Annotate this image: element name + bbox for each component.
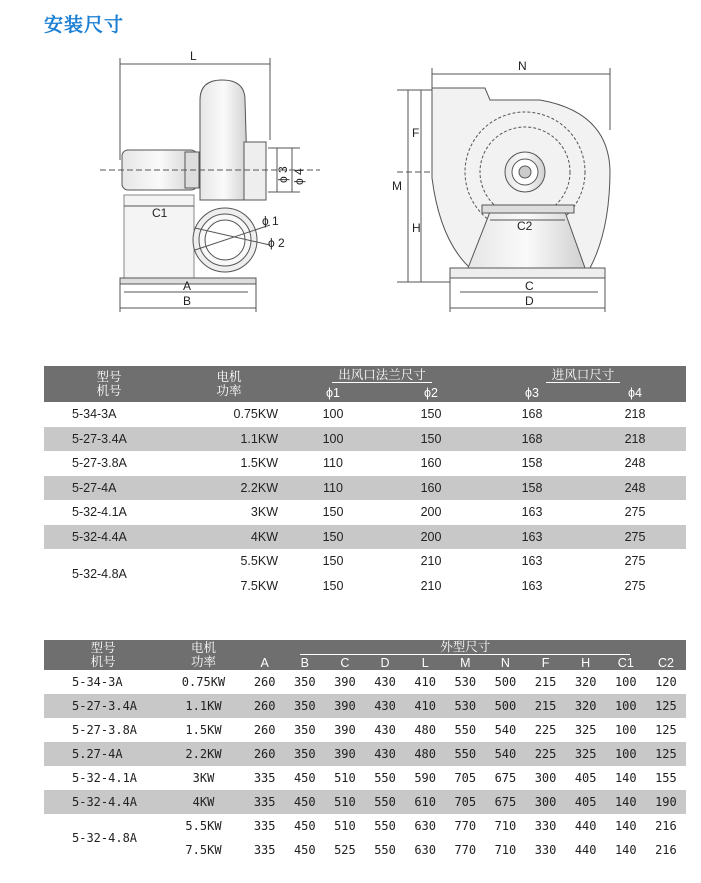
cell-dim: 430 [365,742,405,766]
cell-dim: 525 [334,843,356,857]
page-title: 安装尺寸 [44,14,125,36]
cell-dim: 216 [655,843,677,857]
table-row [44,814,686,838]
col-M: M [445,655,485,670]
installation-drawing [0,40,701,330]
cell-dim: 125 [655,723,677,737]
cell-model: 5.27-4A [44,742,162,766]
col-F: F [525,655,565,670]
cell-dim: 215 [525,694,565,718]
dim-label-phi3: ϕ 3 [276,166,290,183]
cell-dim: 770 [454,819,477,833]
cell-dim: 705 [454,771,477,785]
cell-dim: 300 [534,771,557,785]
cell-dim: 260 [245,742,285,766]
cell-dim: 630 [414,819,437,833]
cell-dim: 710 [494,843,517,857]
cell-dim: 120 [655,675,677,689]
cell-dim: 675 [485,790,525,814]
header-phi1: ϕ1 [284,384,382,402]
cell-dim: 550 [374,819,396,833]
cell-power: 7.5KW [185,843,222,857]
cell-dim: 335 [253,843,276,857]
cell-dim: 325 [574,723,597,737]
col-C: C [325,655,365,670]
cell-power: 5.5KW [185,819,222,833]
cell-model: 5-32-4.1A [72,771,138,785]
cell-dim: 430 [374,675,396,689]
header-dimensions: 外型尺寸 [245,640,686,655]
cell-dim: 225 [534,723,557,737]
cell-dim: 260 [253,675,276,689]
cell-dim: 140 [614,771,637,785]
cell-dim: 390 [325,742,365,766]
col-D: D [365,655,405,670]
table-row [44,790,686,814]
col-A: A [245,655,285,670]
cell-dim: 540 [494,723,517,737]
cell-dim: 225 [525,742,565,766]
cell-power: 4KW [162,790,244,814]
outline-dimension-table [44,640,686,862]
dim-label-phi4: ϕ 4 [292,168,306,185]
dim-label-M: M [392,179,402,193]
header-phi2: ϕ2 [382,384,480,402]
cell-dim: 405 [574,771,597,785]
cell-dim: 450 [293,771,316,785]
cell-dim: 550 [374,771,396,785]
cell-dim: 440 [574,819,597,833]
cell-dim: 705 [445,790,485,814]
cell-dim: 125 [646,742,686,766]
cell-dim: 530 [454,675,477,689]
cell-dim: 630 [414,843,437,857]
dim-label-B: B [183,294,192,308]
cell-dim: 405 [566,790,606,814]
cell-dim: 350 [293,723,316,737]
cell-dim: 325 [566,742,606,766]
cell-power: 1.5KW [185,723,222,737]
dim-label-H: H [412,221,421,235]
cell-dim: 510 [325,790,365,814]
side-view [100,58,320,312]
cell-dim: 530 [445,694,485,718]
cell-dim: 350 [285,742,325,766]
dim-label-D: D [525,294,534,308]
header-model: 型号 机号 [44,640,162,670]
dim-label-A: A [183,279,192,293]
table-row: 5-27-3.4A 1.1KW 100 150 168 218 [44,427,686,452]
dim-label-F: F [412,126,420,140]
cell-dim: 410 [405,694,445,718]
cell-dim: 260 [253,723,276,737]
header-phi4: ϕ4 [584,384,686,402]
header-inlet: 进风口尺寸 [480,366,686,384]
cell-dim: 770 [454,843,477,857]
cell-dim: 430 [365,694,405,718]
cell-dim: 300 [525,790,565,814]
header-outlet: 出风口法兰尺寸 [284,366,480,384]
dim-label-C: C [525,279,534,293]
cell-dim: 140 [606,790,646,814]
cell-power: 3KW [192,771,215,785]
table-row: 5-32-4.1A 3KW 150 200 163 275 [72,505,646,520]
cell-dim: 215 [534,675,557,689]
dim-label-C1: C1 [152,206,168,220]
table-row: 5-32-4.4A 4KW 150 200 163 275 [44,525,686,550]
cell-dim: 440 [574,843,597,857]
cell-dim: 390 [334,723,356,737]
dim-label-phi2: ϕ 2 [268,236,285,250]
cell-dim: 500 [485,694,525,718]
cell-dim: 260 [245,694,285,718]
cell-model: 5-32-4.8A [72,831,138,845]
cell-dim: 430 [374,723,396,737]
cell-dim: 390 [325,694,365,718]
cell-dim: 140 [614,843,637,857]
table-row: 7.5KW 150 210 163 275 [240,578,646,593]
dim-label-N: N [518,59,527,73]
col-L: L [405,655,445,670]
col-C1: C1 [606,655,646,670]
cell-dim: 510 [334,771,356,785]
dim-label-C2: C2 [517,219,533,233]
cell-dim: 125 [646,694,686,718]
cell-dim: 100 [614,675,637,689]
cell-power: 0.75KW [181,675,226,689]
cell-dim: 100 [606,694,646,718]
cell-dim: 480 [405,742,445,766]
table-row [44,718,686,742]
cell-power: 2.2KW [162,742,244,766]
table-row [44,694,686,718]
table-row [44,670,686,694]
col-B: B [285,655,325,670]
table-row [44,766,686,790]
cell-dim: 510 [334,819,356,833]
header-model: 型号 机号 [44,366,174,402]
table-row: 5-32-4.8A 5.5KW 150 210 163 275 [72,554,646,581]
cell-dim: 590 [414,771,437,785]
cell-dim: 550 [454,723,477,737]
cell-dim: 140 [614,819,637,833]
table-row: 5-27-3.8A 1.5KW 110 160 158 248 [72,456,646,471]
cell-model: 5-34-3A [72,675,123,689]
cell-dim: 675 [494,771,517,785]
cell-dim: 550 [365,790,405,814]
cell-dim: 190 [646,790,686,814]
cell-dim: 320 [566,694,606,718]
cell-dim: 155 [655,771,677,785]
cell-dim: 330 [534,843,557,857]
dim-label-phi1: ϕ 1 [262,214,279,228]
cell-dim: 390 [334,675,356,689]
cell-dim: 480 [414,723,437,737]
cell-dim: 450 [285,790,325,814]
cell-dim: 550 [374,843,396,857]
cell-dim: 335 [253,819,276,833]
cell-model: 5-32-4.4A [44,790,162,814]
cell-dim: 335 [245,790,285,814]
col-H: H [566,655,606,670]
cell-dim: 100 [614,723,637,737]
table-row: 5-34-3A 0.75KW 100 150 168 218 [72,407,646,422]
cell-dim: 540 [485,742,525,766]
cell-dim: 610 [405,790,445,814]
cell-dim: 335 [253,771,276,785]
col-N: N [485,655,525,670]
cell-dim: 216 [655,819,677,833]
cell-power: 1.1KW [162,694,244,718]
header-motor: 电机 功率 [162,640,244,670]
cell-dim: 410 [414,675,437,689]
cell-model: 5-27-3.4A [44,694,162,718]
cell-dim: 500 [494,675,517,689]
cell-dim: 450 [293,819,316,833]
front-view [397,68,610,312]
dim-label-L: L [190,49,197,63]
table-row [44,742,686,766]
cell-dim: 450 [293,843,316,857]
col-C2: C2 [646,655,686,670]
cell-dim: 550 [445,742,485,766]
header-motor: 电机 功率 [174,366,284,402]
cell-dim: 350 [285,694,325,718]
cell-dim: 100 [606,742,646,766]
cell-dim: 710 [494,819,517,833]
header-phi3: ϕ3 [480,384,584,402]
cell-dim: 320 [574,675,597,689]
cell-dim: 350 [293,675,316,689]
flange-size-table [44,366,686,598]
table-row: 5-27-4A 2.2KW 110 160 158 248 [44,476,686,501]
cell-model: 5-27-3.8A [72,723,138,737]
cell-dim: 330 [534,819,557,833]
